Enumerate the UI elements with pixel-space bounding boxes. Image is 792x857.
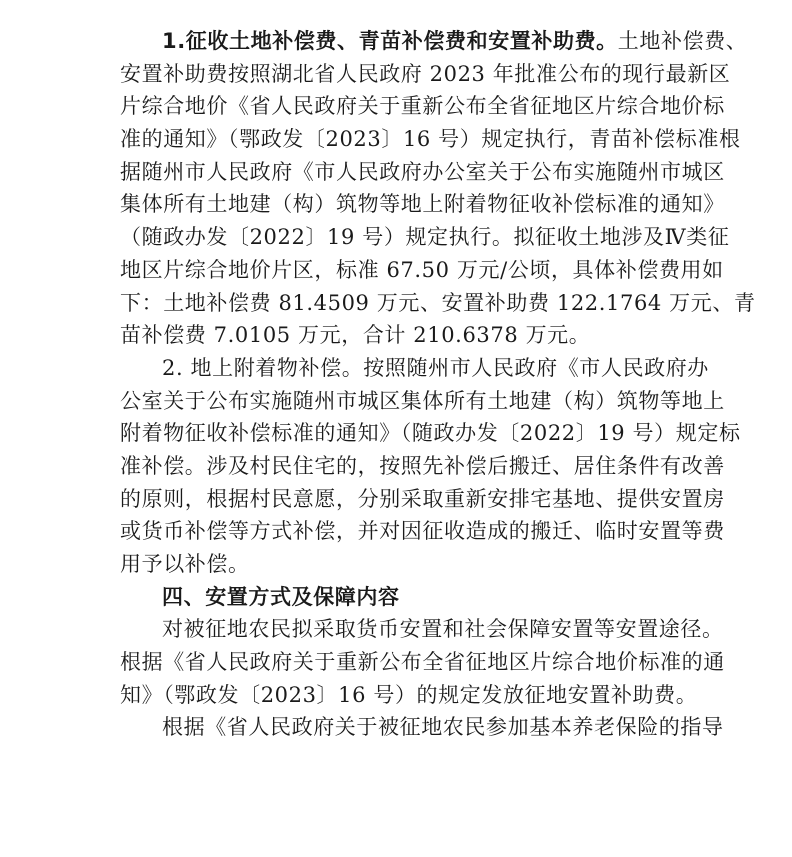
paragraph-line: 地区片综合地价片区，标准 67.50 万元/公顷，具体补偿费用如 <box>120 257 724 282</box>
paragraph-line: 集体所有土地建（构）筑物等地上附着物征收补偿标准的通知》 <box>120 192 725 217</box>
paragraph-line: 准补偿。涉及村民住宅的，按照先补偿后搬迁、居住条件有改善 <box>120 453 725 478</box>
paragraph-line: 下：土地补偿费 81.4509 万元、安置补助费 122.1764 万元、青 <box>120 290 756 315</box>
paragraph-line: 用予以补偿。 <box>120 552 250 576</box>
paragraph-line: 对被征地农民拟采取货币安置和社会保障安置等安置途径。 <box>162 617 724 642</box>
paragraph-line: 据随州市人民政府《市人民政府办公室关于公布实施随州市城区 <box>120 159 725 184</box>
paragraph-line: 根据《省人民政府关于被征地农民参加基本养老保险的指导 <box>162 715 724 740</box>
paragraph-line: 片综合地价《省人民政府关于重新公布全省征地区片综合地价标 <box>120 94 725 119</box>
paragraph-line: 公室关于公布实施随州市城区集体所有土地建（构）筑物等地上 <box>120 388 725 413</box>
document-body <box>120 25 756 744</box>
paragraph-line: 的原则，根据村民意愿，分别采取重新安排宅基地、提供安置房 <box>120 486 725 511</box>
paragraph-line: 安置补助费按照湖北省人民政府 2023 年批准公布的现行最新区 <box>120 61 731 86</box>
paragraph-line: 根据《省人民政府关于重新公布全省征地区片综合地价标准的通 <box>120 650 725 675</box>
paragraph-line: 2. 地上附着物补偿。按照随州市人民政府《市人民政府办 <box>162 355 709 380</box>
paragraph-line: 苗补偿费 7.0105 万元，合计 210.6378 万元。 <box>120 323 591 348</box>
paragraph-line: 知》（鄂政发〔2023〕16 号）的规定发放征地安置补助费。 <box>120 682 698 707</box>
paragraph-line: 1.征收土地补偿费、青苗补偿费和安置补助费。土地补偿费、 <box>162 29 748 53</box>
paragraph-line: （随政办发〔2022〕19 号）规定执行。拟征收土地涉及Ⅳ类征 <box>120 225 730 250</box>
paragraph-line: 准的通知》（鄂政发〔2023〕16 号）规定执行，青苗补偿标准根 <box>120 127 741 152</box>
section-heading: 四、安置方式及保障内容 <box>162 584 400 609</box>
paragraph-line: 或货币补偿等方式补偿，并对因征收造成的搬迁、临时安置等费 <box>120 519 725 544</box>
paragraph-line: 附着物征收补偿标准的通知》（随政办发〔2022〕19 号）规定标 <box>120 421 741 446</box>
paragraph-lead: 1.征收土地补偿费、青苗补偿费和安置补助费。 <box>162 29 618 53</box>
